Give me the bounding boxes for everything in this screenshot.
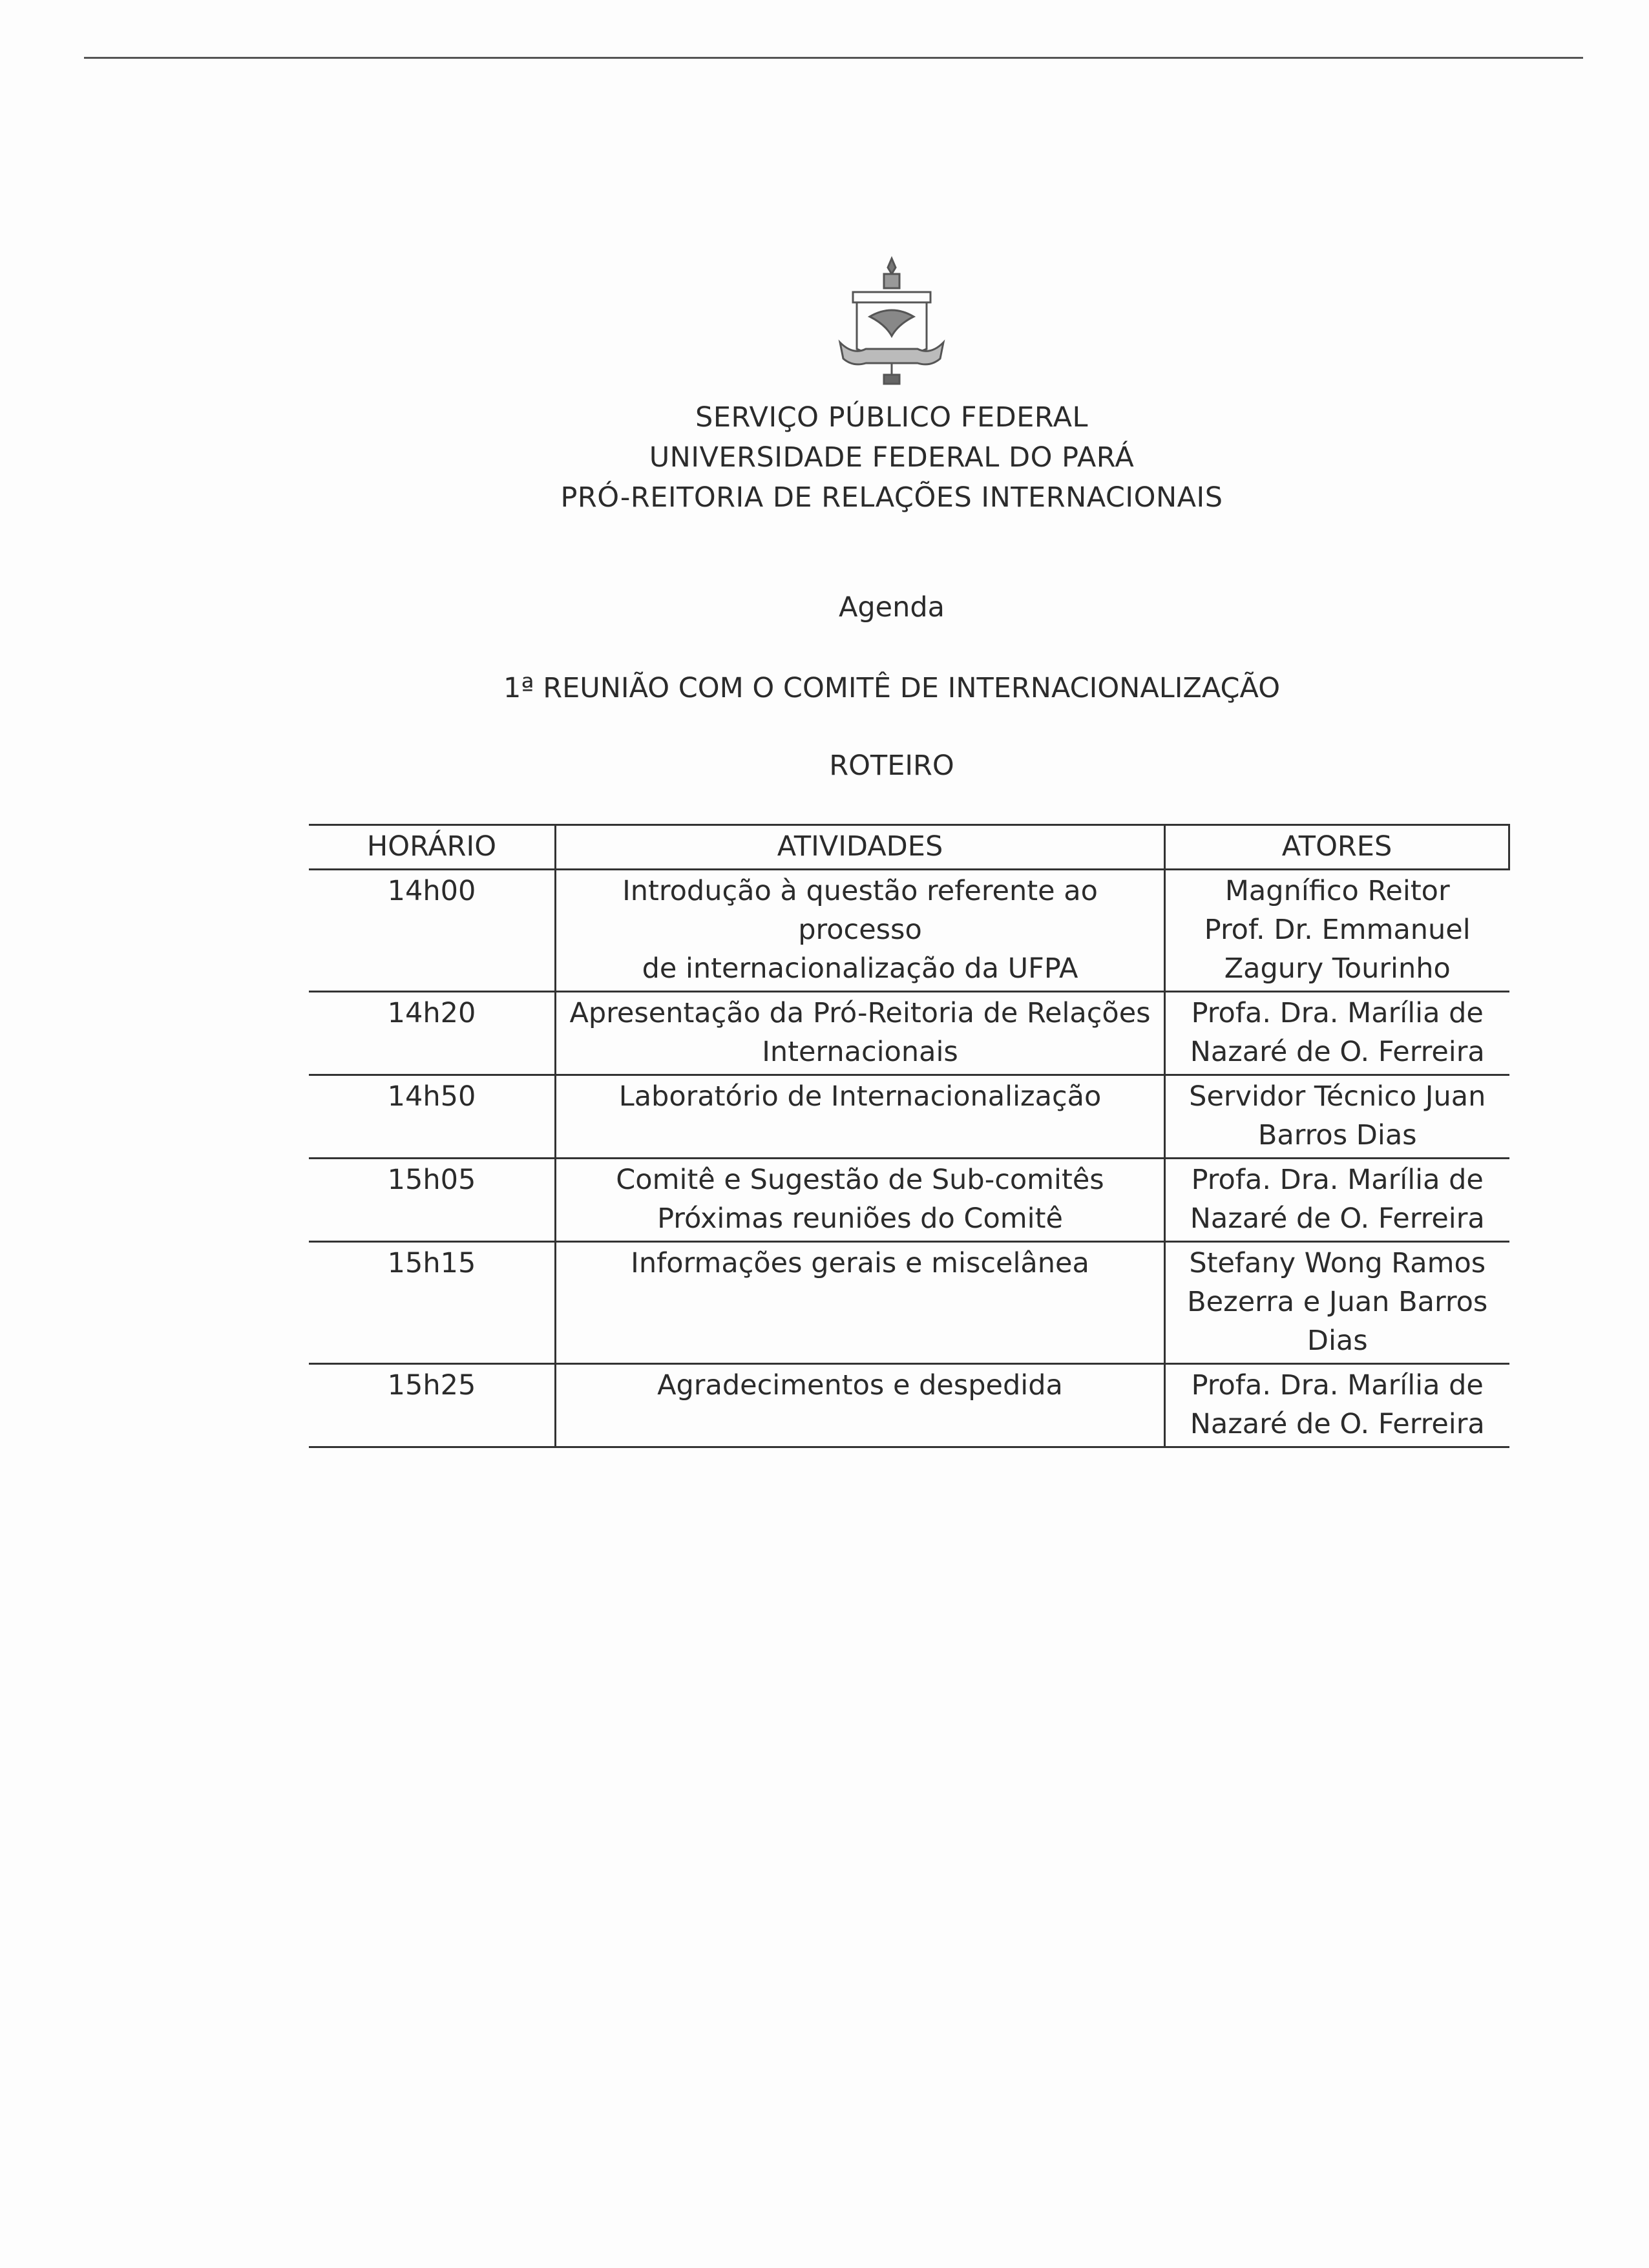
activity-line: Introdução à questão referente ao processo xyxy=(622,875,1098,946)
row-actors xyxy=(1165,1364,1509,1447)
activity-line: Apresentação da Pró-Reitoria de Relações xyxy=(569,997,1151,1029)
table-row xyxy=(309,1159,1509,1242)
row-time: 14h50 xyxy=(309,1075,556,1159)
activity-line: Laboratório de Internacionalização xyxy=(618,1080,1102,1113)
activity-line: Próximas reuniões do Comitê xyxy=(657,1202,1063,1235)
actor-line: Profa. Dra. Marília de xyxy=(1191,997,1484,1029)
table-row xyxy=(309,992,1509,1075)
roteiro-label: ROTEIRO xyxy=(829,750,954,782)
row-activity xyxy=(556,992,1165,1075)
activity-line: Informações gerais e miscelânea xyxy=(631,1247,1089,1279)
actor-line: Zagury Tourinho xyxy=(1224,952,1451,985)
actor-line: Profa. Dra. Marília de xyxy=(1191,1164,1484,1196)
schedule-table xyxy=(309,824,1510,1448)
header-line-university: UNIVERSIDADE FEDERAL DO PARÁ xyxy=(649,441,1135,474)
actor-line: Profa. Dra. Marília de xyxy=(1191,1369,1484,1402)
activity-line: Comitê e Sugestão de Sub-comitês xyxy=(616,1164,1104,1196)
row-activity xyxy=(556,1075,1165,1159)
row-actors xyxy=(1165,992,1509,1075)
institution-header xyxy=(0,397,1649,518)
header-activities: ATIVIDADES xyxy=(556,825,1165,870)
row-time: 14h20 xyxy=(309,992,556,1075)
table-row xyxy=(309,1364,1509,1447)
header-time: HORÁRIO xyxy=(309,825,556,870)
row-time: 15h15 xyxy=(309,1242,556,1364)
row-activity xyxy=(556,1364,1165,1447)
activity-line: Agradecimentos e despedida xyxy=(657,1369,1063,1402)
table-header-row xyxy=(309,825,1509,870)
meeting-title: 1ª REUNIÃO COM O COMITÊ DE INTERNACIONALIZAÇÃO xyxy=(503,672,1281,704)
actor-line: Nazaré de O. Ferreira xyxy=(1190,1202,1485,1235)
actor-line: Barros Dias xyxy=(1257,1119,1417,1151)
row-actors xyxy=(1165,1159,1509,1242)
actor-line: Bezerra e Juan Barros xyxy=(1187,1286,1488,1318)
actor-line: Nazaré de O. Ferreira xyxy=(1190,1036,1485,1068)
actor-line: Dias xyxy=(1307,1325,1368,1357)
activity-line: Internacionais xyxy=(762,1036,958,1068)
university-crest-icon xyxy=(834,252,950,388)
actor-line: Stefany Wong Ramos xyxy=(1189,1247,1486,1279)
row-activity xyxy=(556,1159,1165,1242)
row-actors xyxy=(1165,1242,1509,1364)
header-line-service: SERVIÇO PÚBLICO FEDERAL xyxy=(695,401,1088,434)
actor-line: Servidor Técnico Juan xyxy=(1189,1080,1486,1113)
row-activity xyxy=(556,870,1165,992)
header-line-pro-rectorate: PRÓ-REITORIA DE RELAÇÕES INTERNACIONAIS xyxy=(560,481,1223,514)
row-actors xyxy=(1165,1075,1509,1159)
agenda-label: Agenda xyxy=(838,591,945,624)
row-activity xyxy=(556,1242,1165,1364)
actor-line: Prof. Dr. Emmanuel xyxy=(1204,914,1471,946)
actor-line: Magnífico Reitor xyxy=(1224,875,1450,907)
row-time: 15h05 xyxy=(309,1159,556,1242)
actor-line: Nazaré de O. Ferreira xyxy=(1190,1408,1485,1440)
row-time: 15h25 xyxy=(309,1364,556,1447)
table-row xyxy=(309,1242,1509,1364)
table-row xyxy=(309,870,1509,992)
row-actors xyxy=(1165,870,1509,992)
row-time: 14h00 xyxy=(309,870,556,992)
header-actors: ATORES xyxy=(1165,825,1509,870)
top-rule xyxy=(84,57,1583,59)
activity-line: de internacionalização da UFPA xyxy=(642,952,1078,985)
table-row xyxy=(309,1075,1509,1159)
